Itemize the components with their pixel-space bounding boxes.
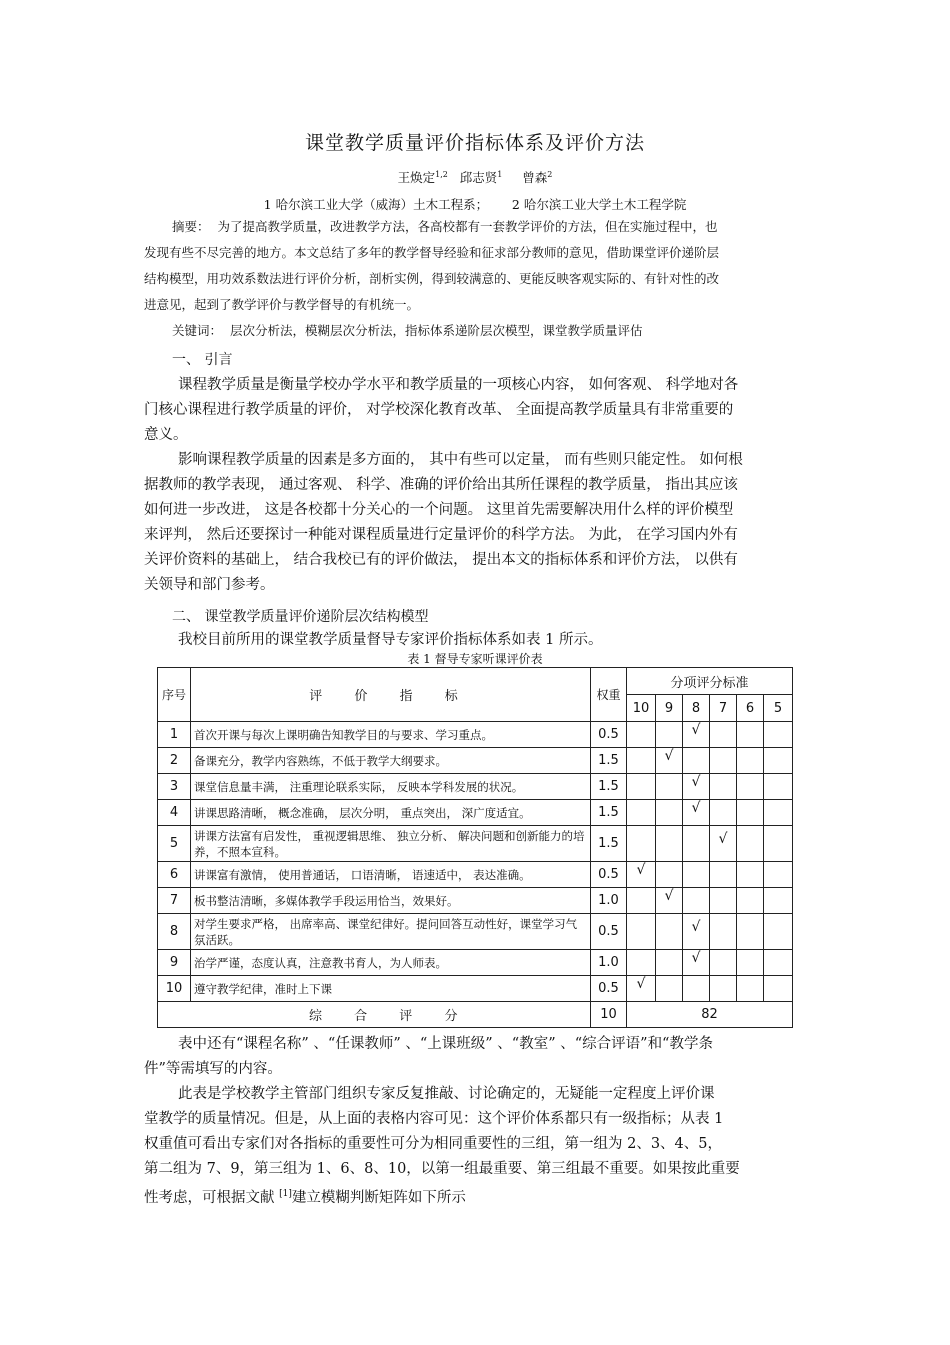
score-cell	[764, 888, 793, 914]
score-cell	[656, 722, 683, 748]
check-mark-icon: √	[691, 773, 701, 790]
author-name: 曾森	[522, 170, 548, 185]
table-row	[158, 888, 793, 914]
score-cell	[710, 826, 737, 862]
score-cell	[683, 800, 710, 826]
score-cell	[737, 914, 764, 950]
score-cell	[627, 748, 656, 774]
table-caption: 表 1 督导专家听课评价表	[407, 652, 543, 666]
score-cell	[627, 800, 656, 826]
abstract-label: 摘要：	[172, 219, 210, 234]
score-col-header: 7	[710, 695, 737, 722]
paragraph-line: 权重值可看出专家们对各指标的重要性可分为相同重要性的三组，第一组为 2、3、4、5，	[144, 1136, 723, 1152]
abstract-line: 发现有些不尽完善的地方。本文总结了多年的教学督导经验和征求部分教师的意见，借助课堂评价递阶层	[144, 245, 720, 260]
affiliation: 1 哈尔滨工业大学（威海）土木工程系；	[263, 197, 489, 212]
row-weight: 1.5	[591, 826, 627, 862]
table-header-row	[158, 668, 793, 695]
score-cell	[710, 950, 737, 976]
row-indicator: 治学严谨，态度认真，注意教书育人，为人师表。	[191, 950, 591, 976]
paragraph-text: 建立模糊判断矩阵如下所示	[291, 1189, 466, 1206]
row-weight: 0.5	[591, 862, 627, 888]
paragraph-line: 来评判， 然后还要探讨一种能对课程质量进行定量评价的科学方法。 为此， 在学习国内外有	[144, 527, 738, 543]
section-heading: 二、 课堂教学质量评价递阶层次结构模型	[172, 609, 429, 625]
check-mark-icon: √	[691, 799, 701, 816]
score-cell	[710, 976, 737, 1002]
score-cell	[737, 888, 764, 914]
score-cell	[656, 888, 683, 914]
author-affil-sup: 2	[547, 169, 553, 179]
check-mark-icon: √	[664, 747, 674, 764]
score-cell	[656, 862, 683, 888]
score-col-header: 5	[764, 695, 793, 722]
citation-sup: [1]	[279, 1189, 292, 1199]
row-weight: 1.0	[591, 950, 627, 976]
table-row	[158, 826, 793, 862]
table-row	[158, 862, 793, 888]
score-cell	[710, 888, 737, 914]
score-cell	[764, 826, 793, 862]
row-indicator: 遵守教学纪律，准时上下课	[191, 976, 591, 1002]
check-mark-icon: √	[636, 975, 646, 992]
row-weight: 0.5	[591, 722, 627, 748]
section-model	[144, 605, 804, 650]
score-cell	[683, 888, 710, 914]
score-cell	[764, 950, 793, 976]
row-weight: 1.5	[591, 748, 627, 774]
row-number: 2	[158, 748, 191, 774]
total-label: 综 合 评 分	[191, 1002, 591, 1028]
score-cell	[627, 914, 656, 950]
score-cell	[656, 950, 683, 976]
paragraph-line: 关评价资料的基础上， 结合我校已有的评价做法， 提出本文的指标体系和评价方法， 以供有	[144, 552, 738, 568]
table-row	[158, 800, 793, 826]
paper-title: 课堂教学质量评价指标体系及评价方法	[304, 132, 645, 154]
row-weight: 0.5	[591, 914, 627, 950]
row-number: 7	[158, 888, 191, 914]
author-affil-sup: 1,2	[435, 169, 448, 179]
abstract-line: 为了提高教学质量，改进教学方法，各高校都有一套教学评价的方法，但在实施过程中，也	[217, 219, 718, 234]
abstract-line: 进意见，起到了教学评价与教学督导的有机统一。	[144, 297, 420, 312]
paragraph-line	[144, 1182, 804, 1211]
paragraph-line: 如何进一步改进， 这是各校都十分关心的一个问题。 这里首先需要解决用什么样的评价模型	[144, 502, 734, 518]
score-cell	[764, 748, 793, 774]
paragraph-line: 我校目前所用的课堂教学质量督导专家评价指标体系如表 1 所示。	[178, 632, 603, 648]
row-number: 10	[158, 976, 191, 1002]
score-cell	[627, 826, 656, 862]
header-weight: 权重	[591, 668, 627, 722]
score-cell	[683, 862, 710, 888]
score-cell	[764, 800, 793, 826]
score-cell	[656, 826, 683, 862]
paragraph-text: 性考虑，可根据文献	[144, 1189, 280, 1206]
keywords-text: 层次分析法，模糊层次分析法，指标体系递阶层次模型，课堂教学质量评估	[229, 323, 643, 338]
paragraph-line: 影响课程教学质量的因素是多方面的， 其中有些可以定量， 而有些则只能定性。 如何根	[178, 452, 743, 468]
score-cell	[627, 862, 656, 888]
row-indicator: 板书整洁清晰，多媒体教学手段运用恰当，效果好。	[191, 888, 591, 914]
table-total-row	[158, 1002, 793, 1028]
row-indicator: 讲课富有激情， 使用普通话， 口语清晰， 语速适中， 表达准确。	[191, 862, 591, 888]
score-cell	[710, 748, 737, 774]
row-indicator: 讲课方法富有启发性， 重视逻辑思维、 独立分析、 解决问题和创新能力的培养，不照本宣科。	[191, 826, 591, 862]
row-weight: 1.0	[591, 888, 627, 914]
score-cell	[764, 914, 793, 950]
score-cell	[737, 976, 764, 1002]
table-row	[158, 976, 793, 1002]
score-cell	[737, 862, 764, 888]
score-cell	[656, 748, 683, 774]
paragraph-line: 堂教学的质量情况。但是，从上面的表格内容可见：这个评价体系都只有一级指标；从表 1	[144, 1111, 724, 1127]
score-cell	[737, 774, 764, 800]
table-row	[158, 950, 793, 976]
score-cell	[656, 774, 683, 800]
section-after-table	[144, 1032, 804, 1211]
row-number: 9	[158, 950, 191, 976]
check-mark-icon: √	[636, 861, 646, 878]
score-cell	[656, 976, 683, 1002]
author-name: 王焕定	[397, 170, 436, 185]
header-score-group: 分项评分标准	[627, 668, 793, 695]
score-cell	[656, 914, 683, 950]
evaluation-table	[157, 667, 793, 1028]
score-cell	[627, 722, 656, 748]
abstract	[144, 214, 754, 344]
header-seq: 序号	[158, 668, 191, 722]
paragraph-line: 据教师的教学表现， 通过客观、 科学、准确的评价给出其所任课程的教学质量， 指出其应该	[144, 477, 738, 493]
paragraph-line: 第二组为 7、9，第三组为 1、6、8、10，以第一组最重要、第三组最不重要。如果按此重要	[144, 1161, 740, 1177]
score-cell	[683, 748, 710, 774]
paragraph-line: 件”等需填写的内容。	[144, 1061, 282, 1077]
score-cell	[683, 976, 710, 1002]
score-cell	[764, 862, 793, 888]
row-number: 3	[158, 774, 191, 800]
paragraph-line: 关领导和部门参考。	[144, 577, 275, 593]
score-cell	[683, 950, 710, 976]
score-cell	[683, 826, 710, 862]
row-number: 1	[158, 722, 191, 748]
check-mark-icon: √	[691, 721, 701, 738]
row-indicator: 对学生要求严格， 出席率高、课堂纪律好。提问回答互动性好，课堂学习气氛活跃。	[191, 914, 591, 950]
row-indicator: 讲课思路清晰， 概念准确， 层次分明， 重点突出， 深广度适宜。	[191, 800, 591, 826]
row-number: 8	[158, 914, 191, 950]
score-cell	[656, 800, 683, 826]
score-cell	[710, 800, 737, 826]
row-weight: 1.5	[591, 800, 627, 826]
section-introduction	[144, 348, 804, 598]
score-cell	[683, 914, 710, 950]
check-mark-icon: √	[664, 887, 674, 904]
affiliation: 2 哈尔滨工业大学土木工程学院	[511, 197, 687, 212]
score-cell	[737, 748, 764, 774]
paragraph-line: 表中还有“课程名称” 、“任课教师” 、“上课班级” 、“教室” 、“综合评语”和“教学条	[178, 1036, 713, 1052]
check-mark-icon: √	[718, 830, 728, 847]
score-col-header: 6	[737, 695, 764, 722]
score-cell	[710, 774, 737, 800]
row-number: 4	[158, 800, 191, 826]
score-cell	[710, 862, 737, 888]
paragraph-line: 课程教学质量是衡量学校办学水平和教学质量的一项核心内容， 如何客观、 科学地对各	[178, 377, 739, 393]
check-mark-icon: √	[691, 918, 701, 935]
check-mark-icon: √	[691, 949, 701, 966]
affiliations	[0, 195, 950, 213]
author-name: 邱志贤	[459, 170, 498, 185]
row-indicator: 备课充分，教学内容熟练，不低于教学大纲要求。	[191, 748, 591, 774]
keywords-label: 关键词：	[172, 323, 223, 338]
paragraph-line: 此表是学校教学主管部门组织专家反复推敲、讨论确定的，无疑能一定程度上评价课	[178, 1086, 715, 1102]
score-cell	[764, 976, 793, 1002]
author-affil-sup: 1	[497, 169, 503, 179]
paragraph-line: 意义。	[144, 427, 188, 443]
table-row	[158, 914, 793, 950]
score-cell	[627, 950, 656, 976]
abstract-line: 结构模型，用功效系数法进行评价分析，剖析实例，得到较满意的、更能反映客观实际的、有针对性的改	[144, 271, 720, 286]
table-row	[158, 722, 793, 748]
header-indicator: 评 价 指 标	[191, 668, 591, 722]
row-number: 5	[158, 826, 191, 862]
row-weight: 1.5	[591, 774, 627, 800]
table-row	[158, 748, 793, 774]
score-cell	[764, 774, 793, 800]
total-score: 82	[627, 1002, 793, 1028]
score-col-header: 9	[656, 695, 683, 722]
paragraph-line: 门核心课程进行教学质量的评价， 对学校深化教育改革、 全面提高教学质量具有非常重要的	[144, 402, 734, 418]
score-col-header: 8	[683, 695, 710, 722]
section-heading: 一、 引言	[172, 352, 233, 368]
table-row	[158, 774, 793, 800]
score-cell	[627, 888, 656, 914]
score-cell	[627, 774, 656, 800]
score-cell	[737, 950, 764, 976]
score-cell	[627, 976, 656, 1002]
author-line	[0, 168, 950, 186]
score-cell	[710, 722, 737, 748]
score-cell	[683, 774, 710, 800]
row-weight: 0.5	[591, 976, 627, 1002]
row-number: 6	[158, 862, 191, 888]
row-indicator: 首次开课与每次上课明确告知教学目的与要求、学习重点。	[191, 722, 591, 748]
score-cell	[710, 914, 737, 950]
row-indicator: 课堂信息量丰满， 注重理论联系实际， 反映本学科发展的状况。	[191, 774, 591, 800]
score-cell	[737, 826, 764, 862]
score-cell	[764, 722, 793, 748]
score-cell	[683, 722, 710, 748]
table-body	[158, 722, 793, 1002]
score-cell	[737, 722, 764, 748]
total-weight: 10	[591, 1002, 627, 1028]
score-cell	[737, 800, 764, 826]
score-col-header: 10	[627, 695, 656, 722]
